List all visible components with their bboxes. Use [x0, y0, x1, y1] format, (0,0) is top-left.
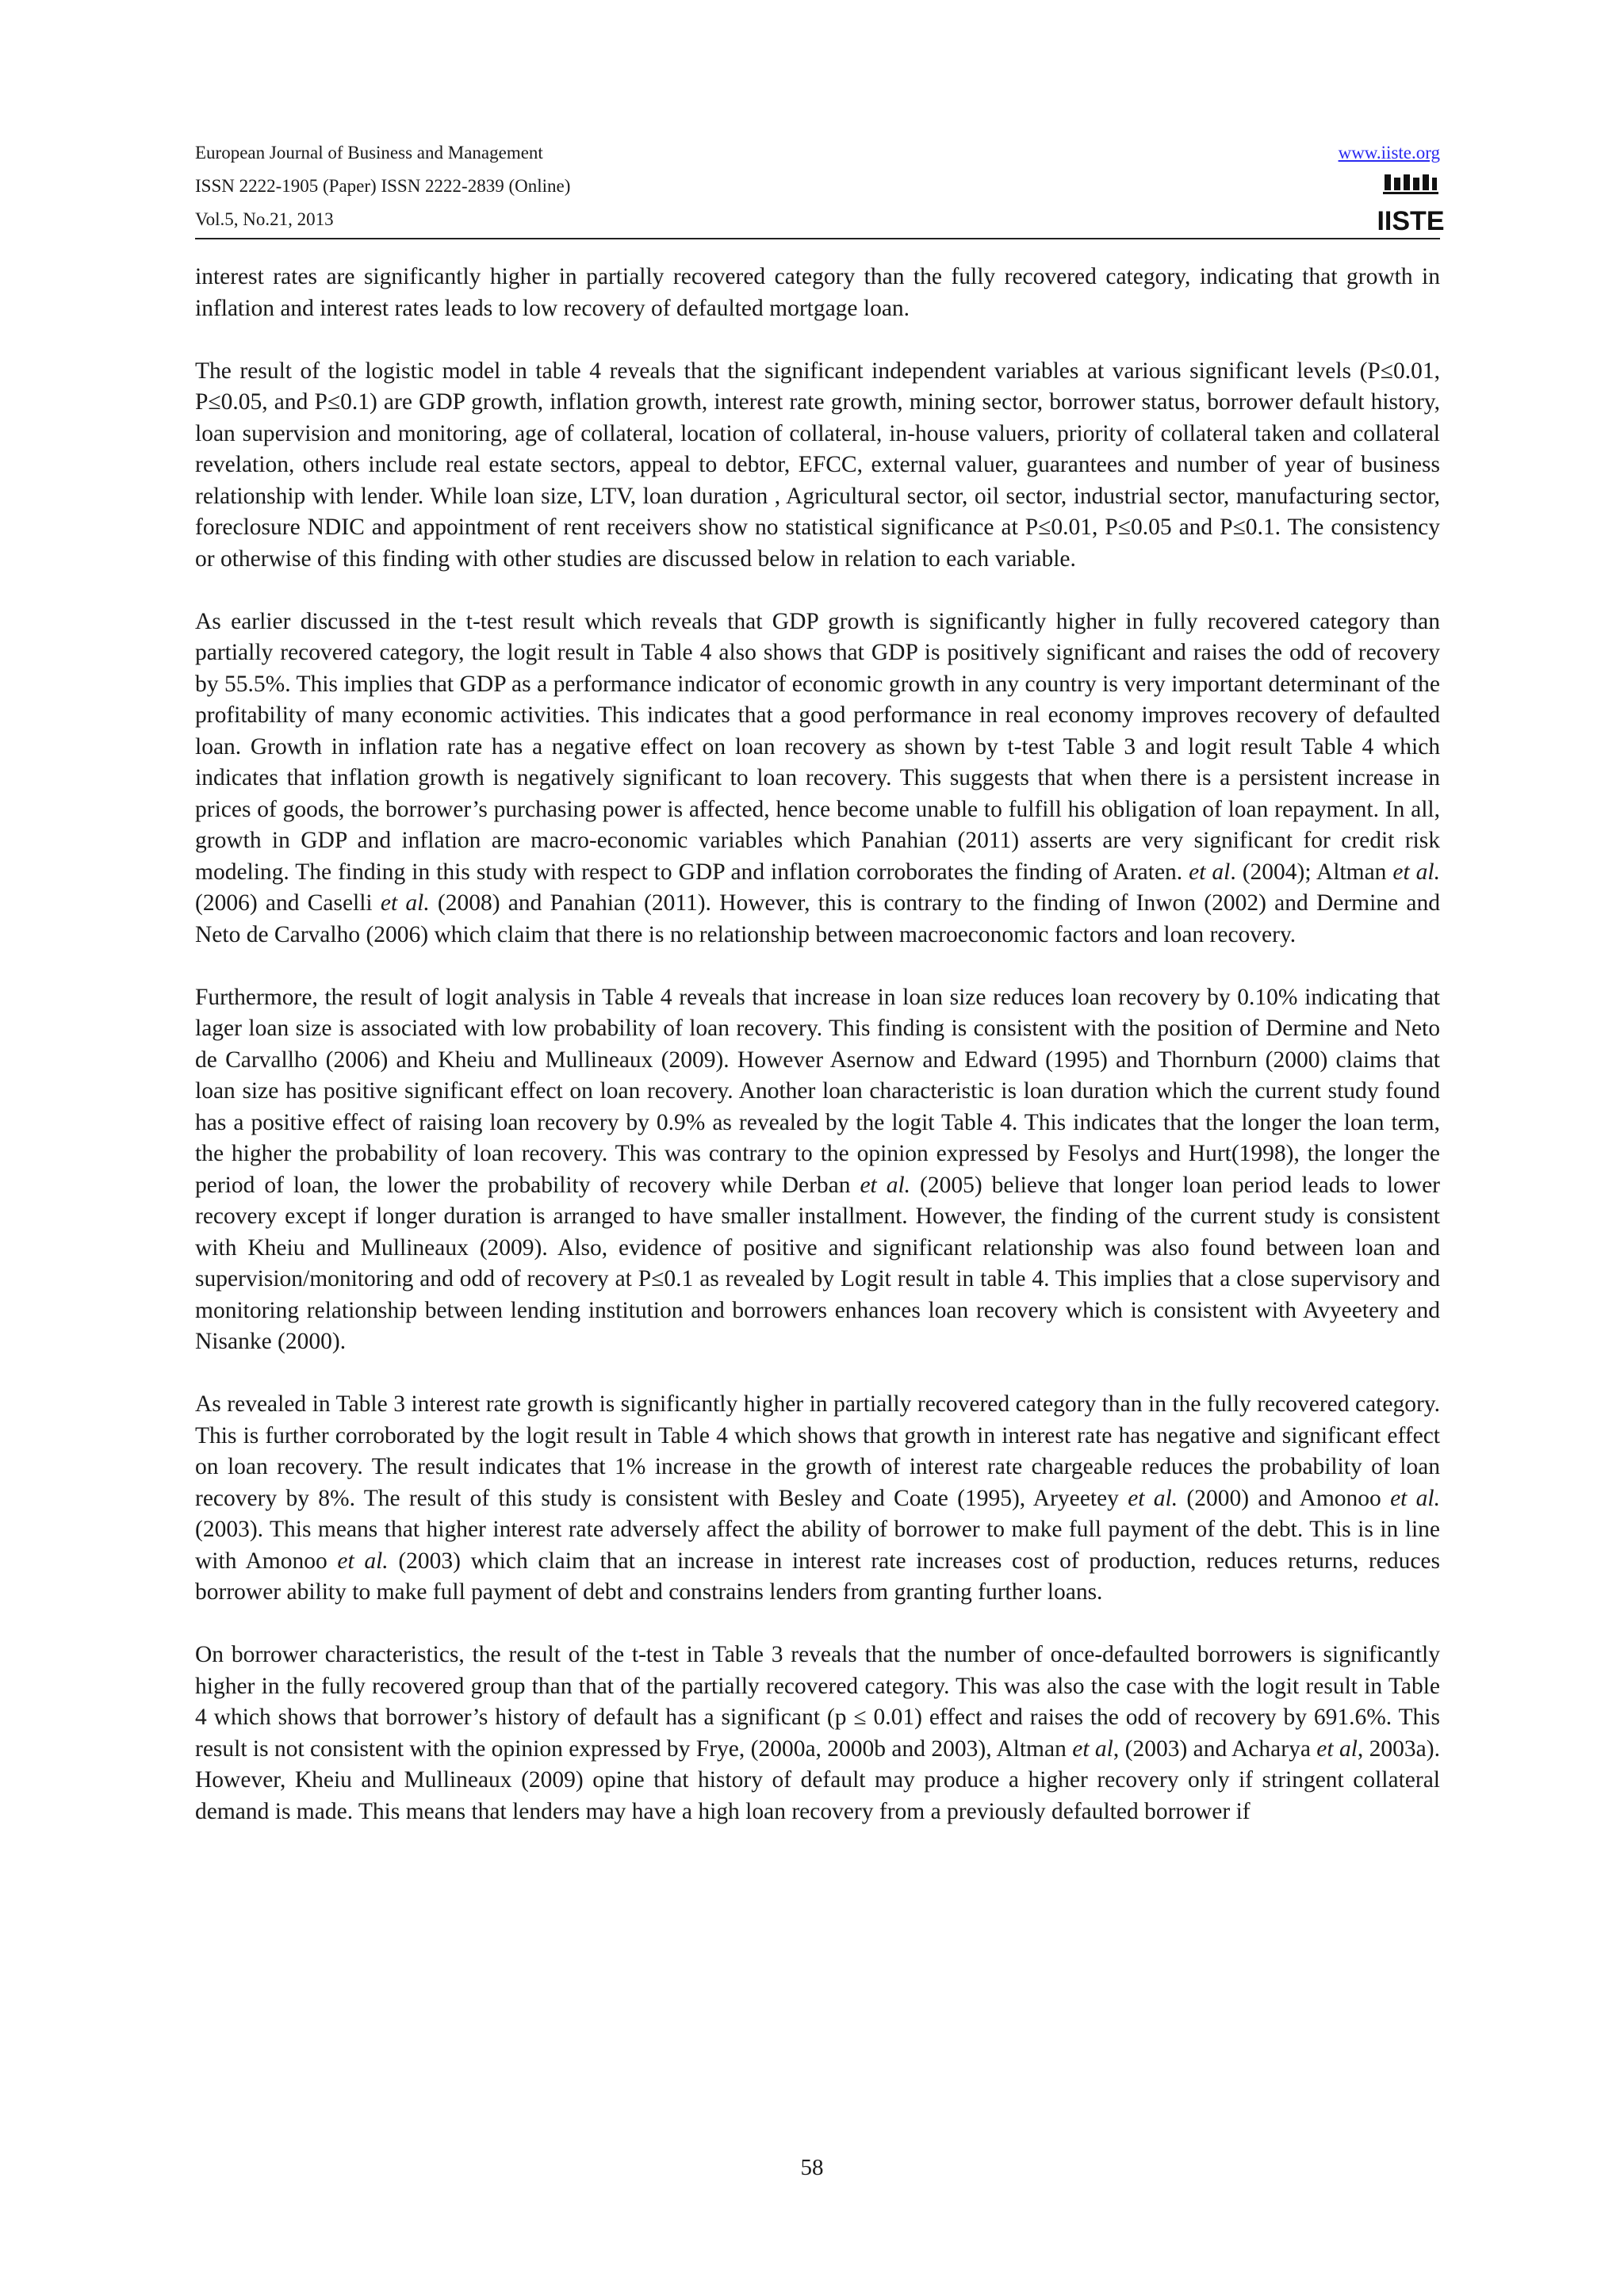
paragraph-text: (2003) which claim that an increase in interest rate increases cost of production, reduces returns, reduces borrower ability to make full payment of debt and constrains lenders from granting further loans. [195, 1548, 1440, 1605]
iiste-logo-icon [1377, 173, 1445, 236]
italic-text: et al. [1392, 859, 1440, 885]
italic-text: et al [1072, 1735, 1113, 1762]
issn-line: ISSN 2222-1905 (Paper) ISSN 2222-2839 (Online) [195, 176, 571, 196]
page-number: 58 [800, 2155, 824, 2180]
paragraph-text: (2006) and Caselli [195, 890, 381, 916]
volume-line: Vol.5, No.21, 2013 [195, 209, 334, 229]
paragraph-text: On borrower characteristics, the result of the t-test in Table 3 reveals that the number of once-defaulted borrowers is significantly higher in the fully recovered group than that of the partially recovered category. This was also the case with the logit result in Table 4 which shows that borrower’s history of default has a significant (p ≤ 0.01) effect and raises the odd of recovery by 691.6%. This result is not consistent with the opinion expressed by Frye, (2000a, 2000b and 2003), Altman [195, 1642, 1440, 1762]
journal-website-link[interactable]: www.iiste.org [1338, 143, 1440, 163]
paragraph-text: (2005) believe that longer loan period leads to lower recovery except if longer duration is arranged to have smaller installment. However, the finding of the current study is consistent with Kheiu and Mullineaux (2009). Also, evidence of positive and significant relationship was also found between loan and supervision/monitoring and odd of recovery at P≤0.1 as revealed by Logit result in table 4. This implies that a close supervisory and monitoring relationship between lending institution and borrowers enhances loan recovery which is consistent with Avyeetery and Nisanke (2000). [195, 1172, 1440, 1354]
header-rule [195, 238, 1440, 239]
paragraph-text: interest rates are significantly higher in partially recovered category than the fully recovered category, indicating that growth in inflation and interest rates leads to low recovery of defaulted mortgage loan. [195, 264, 1440, 321]
page-header [195, 136, 1445, 238]
italic-text: et al. [860, 1172, 911, 1198]
italic-text: et al. [1390, 1485, 1440, 1511]
paragraph-text: The result of the logistic model in table 4 reveals that the significant independent variables at various significant levels (P≤0.01, P≤0.05, and P≤0.1) are GDP growth, inflation growth, interest rate growth, mining sector, borrower status, borrower default history, loan supervision and monitoring, age of collateral, location of collateral, in-house valuers, priority of collateral taken and collateral revelation, others include real estate sectors, appeal to debtor, EFCC, external valuer, guarantees and number of year of business relationship with lender. While loan size, LTV, loan duration , Agricultural sector, oil sector, industrial sector, manufacturing sector, foreclosure NDIC and appointment of rent receivers show no statistical significance at P≤0.01, P≤0.05 and P≤0.1. The consistency or otherwise of this finding with other studies are discussed below in relation to each variable. [195, 358, 1440, 572]
body-paragraph [195, 356, 1440, 576]
italic-text: et al [1189, 859, 1231, 885]
body-paragraph [195, 607, 1440, 951]
body-paragraph [195, 1389, 1440, 1609]
article-body [195, 262, 1440, 1859]
italic-text: et al [1316, 1735, 1358, 1762]
body-paragraph [195, 982, 1440, 1358]
paragraph-text: (2008) and Panahian (2011). However, this is contrary to the finding of Inwon (2002) and Dermine and Neto de Carvalho (2006) which claim that there is no relationship between macroeconomic factors and loan recovery. [195, 890, 1440, 947]
italic-text: et al. [380, 890, 430, 916]
paragraph-text: As revealed in Table 3 interest rate growth is significantly higher in partially recovered category than in the fully recovered category. This is further corroborated by the logit result in Table 4 which shows that growth in interest rate has negative and significant effect on loan recovery. The result indicates that 1% increase in the growth of interest rate chargeable reduces the probability of loan recovery by 8%. The result of this study is consistent with Besley and Coate (1995), Aryeetey [195, 1391, 1440, 1511]
paragraph-text: (2000) and Amonoo [1178, 1485, 1391, 1511]
paragraph-text: , 2003a). However, Kheiu and Mullineaux (2009) opine that history of default may produce a higher recovery only if stringent collateral demand is made. This means that lenders may have a high loan recovery from a previously defaulted borrower if [195, 1735, 1440, 1824]
journal-title: European Journal of Business and Management [195, 143, 543, 163]
paragraph-text: , (2003) and Acharya [1113, 1735, 1317, 1762]
paragraph-text: (2003). This means that higher interest rate adversely affect the ability of borrower to make full payment of the debt. This is in line with Amonoo [195, 1517, 1440, 1574]
paragraph-text: As earlier discussed in the t-test result which reveals that GDP growth is significantly higher in fully recovered category than partially recovered category, the logit result in Table 4 also shows that GDP is positively significant and raises the odd of recovery by 55.5%. This implies that GDP as a performance indicator of economic growth in any country is very important determinant of the profitability of many economic activities. This indicates that a good performance in real economy improves recovery of defaulted loan. Growth in inflation rate has a negative effect on loan recovery as shown by t-test Table 3 and logit result Table 4 which indicates that inflation growth is negatively significant to loan recovery. This suggests that when there is a persistent increase in prices of goods, the borrower’s purchasing power is affected, hence become unable to fulfill his obligation of loan repayment. In all, growth in GDP and inflation are macro-economic variables which Panahian (2011) asserts are very significant for credit risk modeling. The finding in this study with respect to GDP and inflation corroborates the finding of Araten. [195, 608, 1440, 885]
italic-text: et al. [337, 1548, 389, 1574]
paragraph-text: Furthermore, the result of logit analysis in Table 4 reveals that increase in loan size reduces loan recovery by 0.10% indicating that lager loan size is associated with low probability of loan recovery. This finding is consistent with the position of Dermine and Neto de Carvallho (2006) and Kheiu and Mullineaux (2009). However Asernow and Edward (1995) and Thornburn (2000) claims that loan size has positive significant effect on loan recovery. Another loan characteristic is loan duration which the current study found has a positive effect of raising loan recovery by 0.9% as revealed by the logit Table 4. This indicates that the longer the loan term, the higher the probability of loan recovery. This was contrary to the opinion expressed by Fesolys and Hurt(1998), the longer the period of loan, the lower the probability of recovery while Derban [195, 984, 1440, 1198]
paragraph-text: . (2004); Altman [1230, 859, 1393, 885]
italic-text: et al. [1128, 1485, 1178, 1511]
svg-text:IISTE: IISTE [1377, 206, 1445, 236]
body-paragraph [195, 262, 1440, 324]
body-paragraph [195, 1640, 1440, 1827]
